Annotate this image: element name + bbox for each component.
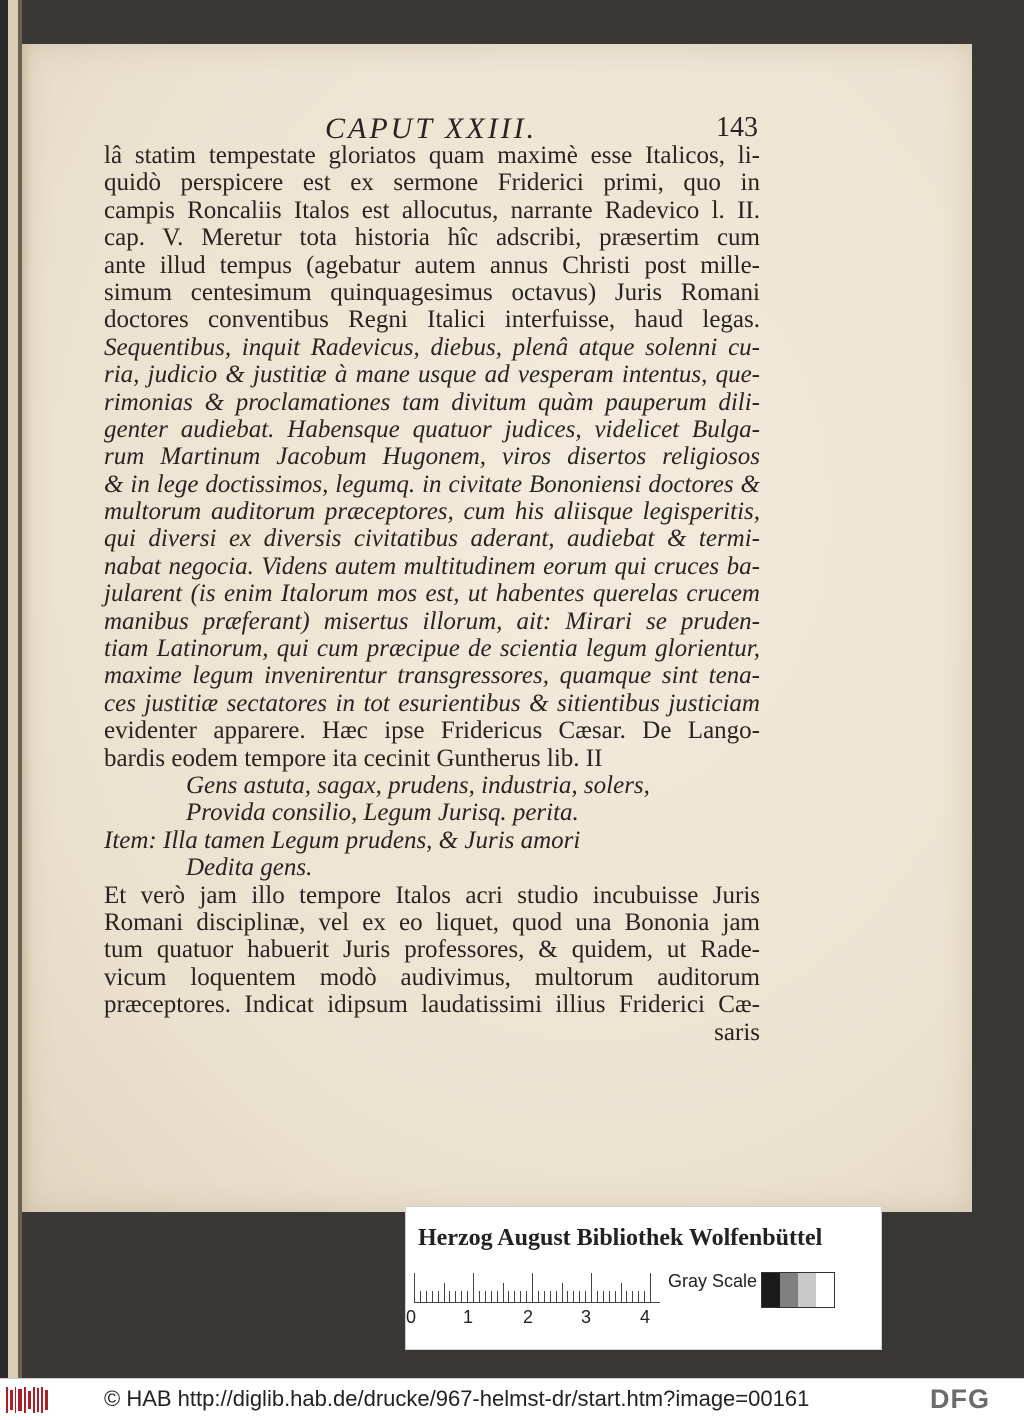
ruler-tick [650,1273,651,1303]
text-line: Sequentibus, inquit Radevicus, diebus, plenâ atque solenni cu- [104,333,760,361]
text-line: bardis eodem tempore ita cecinit Guntherus lib. II [104,744,603,772]
gray-swatch [798,1273,816,1307]
text-line: vicum loquentem modò audivimus, multorum auditorum [104,963,760,991]
ruler-tick [556,1291,557,1303]
ruler-tick [420,1291,421,1303]
text-line: jularent (is enim Italorum mos est, ut habentes querelas crucem [104,580,760,608]
ruler-tick [491,1291,492,1303]
text-line: Et verò jam illo tempore Italos acri studio incubuisse Juris [104,881,760,909]
ruler-tick [544,1291,545,1303]
ruler-number: 3 [581,1307,592,1327]
ruler-tick [520,1291,521,1303]
text-line: præceptores. Indicat idipsum laudatissimi illius Friderici Cæ- [104,991,760,1019]
dfg-logo: DFG [930,1384,990,1414]
text-line: doctores conventibus Regni Italici interfuisse, haud legas. [104,306,760,334]
ruler-tick [573,1291,574,1303]
ruler-tick [479,1291,480,1303]
verse-line: Dedita gens. [186,854,313,882]
ruler-tick [615,1291,616,1303]
page-gutter-shadow [22,44,32,1212]
ruler-tick [426,1291,427,1303]
text-line: tum quatuor habuerit Juris professores, & quidem, ut Rade- [104,936,760,964]
gray-swatch [780,1273,798,1307]
ruler-number: 2 [523,1307,534,1327]
ruler-tick [585,1291,586,1303]
verse-line: Gens astuta, sagax, prudens, industria, solers, [186,771,650,799]
text-line: Romani disciplinæ, vel ex eo liquet, quod una Bononia jam [104,908,760,936]
gray-scale-label: Gray Scale [668,1271,758,1291]
text-line: & in lege doctissimos, legumq. in civitate Bononiensi doctores & [104,470,760,498]
text-line: ces justitiæ sectatores in tot esurientibus & sitientibus justiciam [104,689,760,717]
copyright-url[interactable]: © HAB http://diglib.hab.de/drucke/967-helmst-dr/start.htm?image=00161 [104,1386,810,1411]
ruler-tick [438,1291,439,1303]
ruler-tick [485,1291,486,1303]
ruler-tick [514,1291,515,1303]
page-header [0,112,1024,146]
ruler-tick [444,1283,445,1303]
ruler-tick [609,1291,610,1303]
text-line: campis Roncaliis Italos est allocutus, narrante Radevico l. II. [104,196,760,224]
gray-scale-swatches [761,1272,835,1308]
text-line: nabat negocia. Videns autem multitudinem eorum qui cruces ba- [104,552,760,580]
catchword: saris [714,1018,760,1046]
text-line: rimonias & proclamationes tam divitum quàm pauperum dili- [104,388,760,416]
text-line: evidenter apparere. Hæc ipse Fridericus Cæsar. De Lango- [104,717,760,745]
ruler-tick [508,1291,509,1303]
text-line: manibus præferant) misertus illorum, ait: Mirari se pruden- [104,607,760,635]
ruler-tick [644,1291,645,1303]
ruler-tick [414,1273,415,1303]
ruler-tick [432,1291,433,1303]
ruler-numbers [406,1307,666,1331]
ruler-tick [579,1291,580,1303]
neighbor-page-strip [0,0,22,1378]
text-line: simum centesimum quinquagesimus octavus) Juris Romani [104,278,760,306]
gray-swatch [762,1273,780,1307]
text-line: ria, judicio & justitiæ à mane usque ad vesperam intentus, que- [104,361,760,389]
running-head: CAPUT XXIII. [325,112,538,145]
text-line: lâ statim tempestate gloriatos quam maximè esse Italicos, li- [104,142,760,169]
ruler-tick [567,1291,568,1303]
ruler-tick [597,1291,598,1303]
ruler-number: 4 [640,1307,651,1327]
ruler-tick [526,1291,527,1303]
text-line: ante illud tempus (agebatur autem annus Christi post mille- [104,251,760,279]
text-line: tiam Latinorum, qui cum præcipue de scientia legum glorientur, [104,635,760,663]
text-line: genter audiebat. Habensque quatuor judices, videlicet Bulga- [104,415,760,443]
ruler-tick [461,1291,462,1303]
body-text [104,142,760,1046]
ruler-number: 0 [406,1307,417,1327]
ruler-tick [532,1273,533,1303]
ruler-tick [467,1291,468,1303]
text-line: multorum auditorum præceptores, cum his aliisque legisperitis, [104,498,760,526]
ruler-tick [503,1283,504,1303]
ruler-tick [550,1291,551,1303]
ruler-number: 1 [463,1307,474,1327]
verse-line: Provida consilio, Legum Jurisq. perita. [186,799,579,827]
text-line: cap. V. Meretur tota historia hîc adscribi, præsertim cum [104,224,760,252]
text-line: quidò perspicere est ex sermone Friderici primi, quo in [104,169,760,197]
text-line: qui diversi ex diversis civitatibus aderant, audiebat & termi- [104,525,760,553]
ruler-tick [632,1291,633,1303]
measurement-ruler [414,1269,660,1303]
text-line: rum Martinum Jacobum Hugonem, viros disertos religiosos [104,443,760,471]
text-line: maxime legum invenirentur transgressores, quamque sint tena- [104,662,760,690]
footer-bar [0,1378,1024,1420]
ruler-tick [455,1291,456,1303]
verse-line: Item: Illa tamen Legum prudens, & Juris amori [104,826,581,854]
gray-swatch [816,1273,834,1307]
page-number: 143 [716,112,758,143]
ruler-tick [449,1291,450,1303]
ruler-tick [621,1283,622,1303]
library-name: Herzog August Bibliothek Wolfenbüttel [418,1225,823,1251]
ruler-tick [562,1283,563,1303]
ruler-tick [497,1291,498,1303]
ruler-tick [603,1291,604,1303]
ruler-tick [638,1291,639,1303]
ruler-tick [538,1291,539,1303]
ruler-tick [473,1273,474,1303]
color-reference-card [405,1206,882,1350]
ruler-tick [626,1291,627,1303]
ruler-tick [591,1273,592,1303]
hab-barcode-icon [6,1387,48,1413]
